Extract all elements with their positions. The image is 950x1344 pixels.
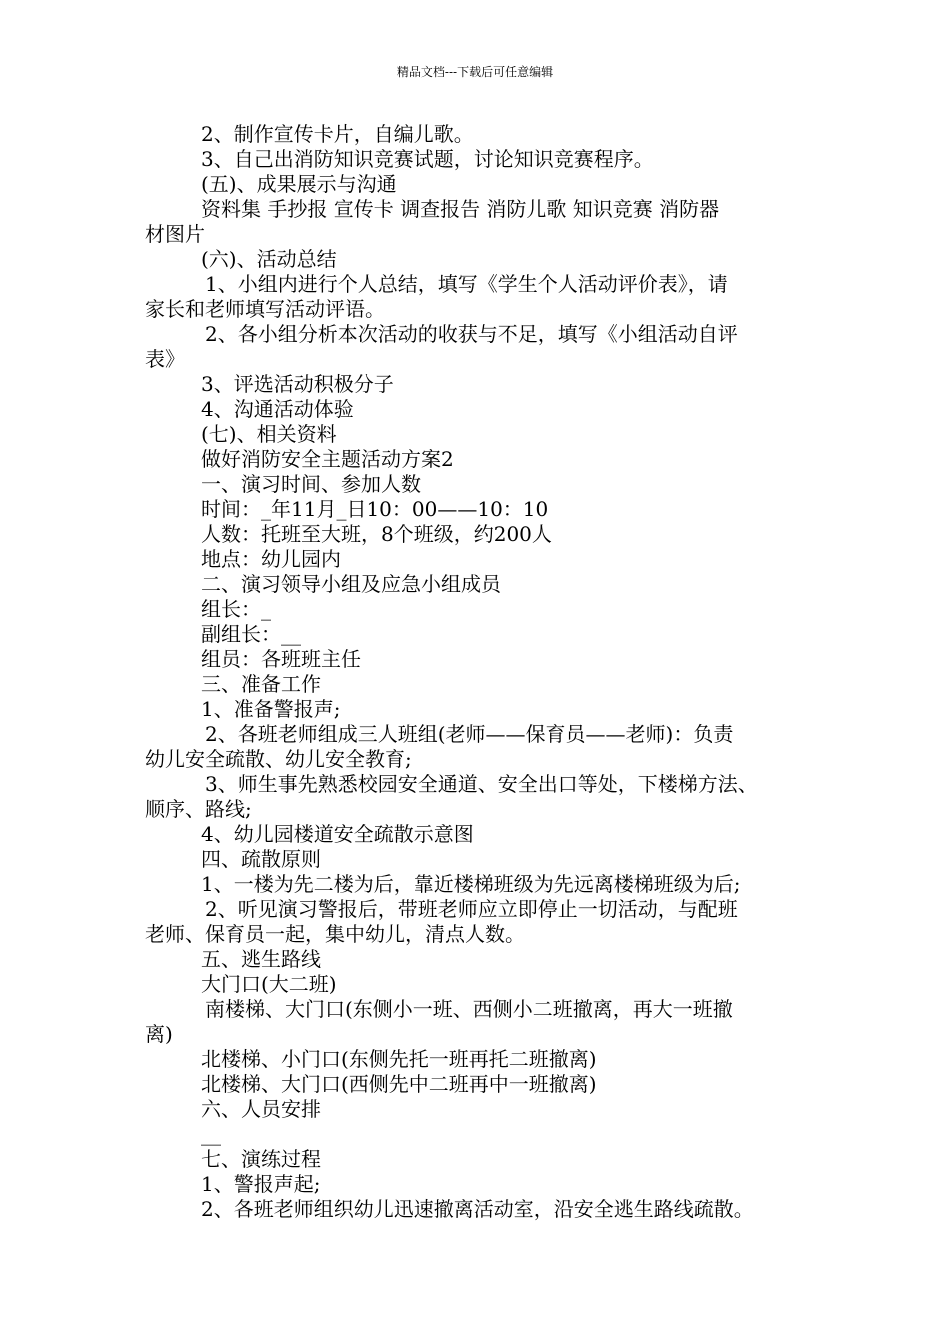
body-line: 资料集 手抄报 宣传卡 调查报告 消防儿歌 知识竞赛 消防器 [201,197,720,221]
body-line: 表》 [145,347,185,371]
section-heading: (七)、相关资料 [201,422,337,446]
body-line: 老师、保育员一起，集中幼儿，清点人数。 [145,922,525,946]
body-line: 3、评选活动积极分子 [201,372,394,396]
body-line: 南楼梯、大门口(东侧小一班、西侧小二班撤离，再大一班撤 [205,997,733,1021]
document-title: 做好消防安全主题活动方案2 [201,447,454,471]
body-line: 材图片 [145,222,205,246]
section-heading: 二、演习领导小组及应急小组成员 [201,572,501,596]
body-line: 顺序、路线; [145,797,252,821]
body-line: 2、各班老师组织幼儿迅速撤离活动室，沿安全逃生路线疏散。 [201,1197,754,1221]
body-line: 3、师生事先熟悉校园安全通道、安全出口等处，下楼梯方法、 [205,772,758,796]
body-line: 2、听见演习警报后，带班老师应立即停止一切活动，与配班 [205,897,738,921]
body-line: 2、制作宣传卡片，自编儿歌。 [201,122,474,146]
body-line: 家长和老师填写活动评语。 [145,297,385,321]
body-line: 1、小组内进行个人总结，填写《学生个人活动评价表》，请 [205,272,728,296]
section-heading: 六、人员安排 [201,1097,321,1121]
section-heading: 五、逃生路线 [201,947,321,971]
page-header: 精品文档---下载后可任意编辑 [396,65,554,79]
section-heading: 一、演习时间、参加人数 [201,472,421,496]
body-line: 2、各班老师组成三人班组(老师——保育员——老师)：负责 [205,722,734,746]
section-heading: 七、演练过程 [201,1147,321,1171]
section-heading: (五)、成果展示与沟通 [201,172,397,196]
section-heading: 三、准备工作 [201,672,321,696]
body-line: 时间：_年11月_日10：00——10：10 [201,497,549,521]
body-line: 幼儿安全疏散、幼儿安全教育; [145,747,412,771]
body-line: 副组长：__ [201,622,301,646]
body-line: 4、沟通活动体验 [201,397,354,421]
body-line: 地点：幼儿园内 [201,547,341,571]
body-line: 2、各小组分析本次活动的收获与不足，填写《小组活动自评 [205,322,738,346]
body-line: __ [201,1122,221,1146]
body-line: 3、自己出消防知识竞赛试题，讨论知识竞赛程序。 [201,147,654,171]
document-body [145,122,825,1222]
body-line: 北楼梯、小门口(东侧先托一班再托二班撤离) [201,1047,597,1071]
body-line: 1、准备警报声; [201,697,341,721]
body-line: 组长：_ [201,597,271,621]
body-line: 组员：各班班主任 [201,647,361,671]
body-line: 人数：托班至大班，8个班级，约200人 [201,522,552,546]
body-line: 1、警报声起; [201,1172,321,1196]
body-line: 1、一楼为先二楼为后，靠近楼梯班级为先远离楼梯班级为后; [201,872,741,896]
body-line: 离) [145,1022,173,1046]
section-heading: 四、疏散原则 [201,847,321,871]
body-line: 北楼梯、大门口(西侧先中二班再中一班撤离) [201,1072,597,1096]
section-heading: (六)、活动总结 [201,247,337,271]
body-line: 大门口(大二班) [201,972,337,996]
body-line: 4、幼儿园楼道安全疏散示意图 [201,822,474,846]
